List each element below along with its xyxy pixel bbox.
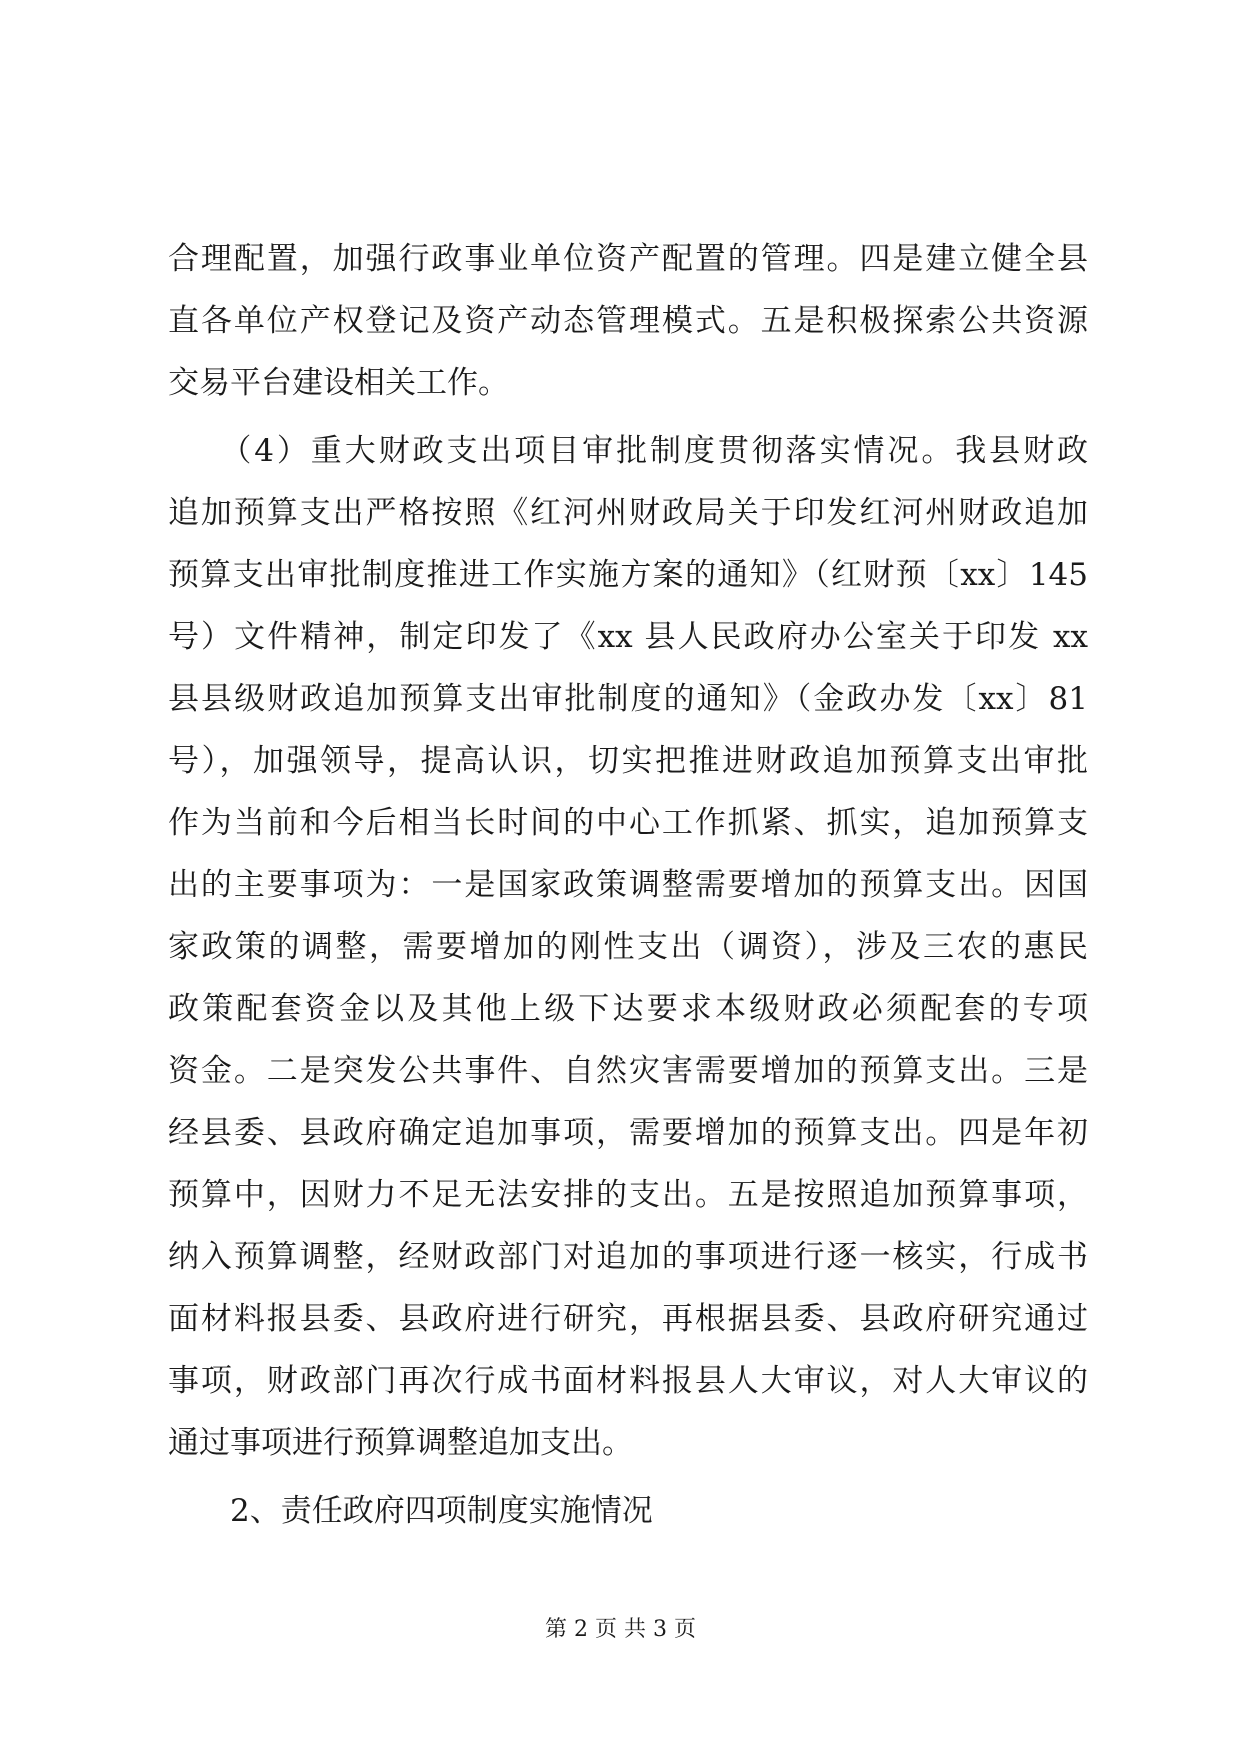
text-line: 家政策的调整，需要增加的刚性支出（调资），涉及三农的惠民 bbox=[168, 929, 1088, 965]
text-line: 作为当前和今后相当长时间的中心工作抓紧、抓实，追加预算支 bbox=[168, 805, 1088, 841]
text-line: 直各单位产权登记及资产动态管理模式。五是积极探索公共资源 bbox=[168, 303, 1088, 339]
text-line: 出的主要事项为：一是国家政策调整需要增加的预算支出。因国 bbox=[168, 867, 1088, 903]
text-line: 预算中，因财力不足无法安排的支出。五是按照追加预算事项， bbox=[168, 1177, 1088, 1213]
text-line: 追加预算支出严格按照《红河州财政局关于印发红河州财政追加 bbox=[168, 495, 1088, 531]
text-line: 面材料报县委、县政府进行研究，再根据县委、县政府研究通过 bbox=[168, 1301, 1088, 1337]
text-line: 2、责任政府四项制度实施情况 bbox=[168, 1493, 653, 1529]
page-footer: 第 2 页 共 3 页 bbox=[545, 1617, 696, 1642]
text-line: 政策配套资金以及其他上级下达要求本级财政必须配套的专项 bbox=[168, 991, 1088, 1027]
text-line: 事项，财政部门再次行成书面材料报县人大审议，对人大审议的 bbox=[168, 1363, 1088, 1399]
section-heading bbox=[168, 1480, 1088, 1542]
text-line: 通过事项进行预算调整追加支出。 bbox=[168, 1425, 633, 1461]
text-line: 合理配置，加强行政事业单位资产配置的管理。四是建立健全县 bbox=[168, 241, 1088, 277]
paragraph-2 bbox=[168, 420, 1088, 1474]
paragraph-1 bbox=[168, 228, 1088, 414]
text-line: 县县级财政追加预算支出审批制度的通知》（金政办发〔xx〕81 bbox=[168, 681, 1088, 717]
text-line: 号），加强领导，提高认识，切实把推进财政追加预算支出审批 bbox=[168, 743, 1088, 779]
text-line: 预算支出审批制度推进工作实施方案的通知》（红财预〔xx〕145 bbox=[168, 557, 1088, 593]
text-line: 号）文件精神，制定印发了《xx 县人民政府办公室关于印发 xx bbox=[168, 619, 1088, 655]
text-line: 纳入预算调整，经财政部门对追加的事项进行逐一核实，行成书 bbox=[168, 1239, 1088, 1275]
text-line: 交易平台建设相关工作。 bbox=[168, 365, 509, 401]
document-body bbox=[168, 228, 1088, 1542]
text-line: 经县委、县政府确定追加事项，需要增加的预算支出。四是年初 bbox=[168, 1115, 1088, 1151]
text-line: （4）重大财政支出项目审批制度贯彻落实情况。我县财政 bbox=[168, 433, 1088, 469]
text-line: 资金。二是突发公共事件、自然灾害需要增加的预算支出。三是 bbox=[168, 1053, 1088, 1089]
